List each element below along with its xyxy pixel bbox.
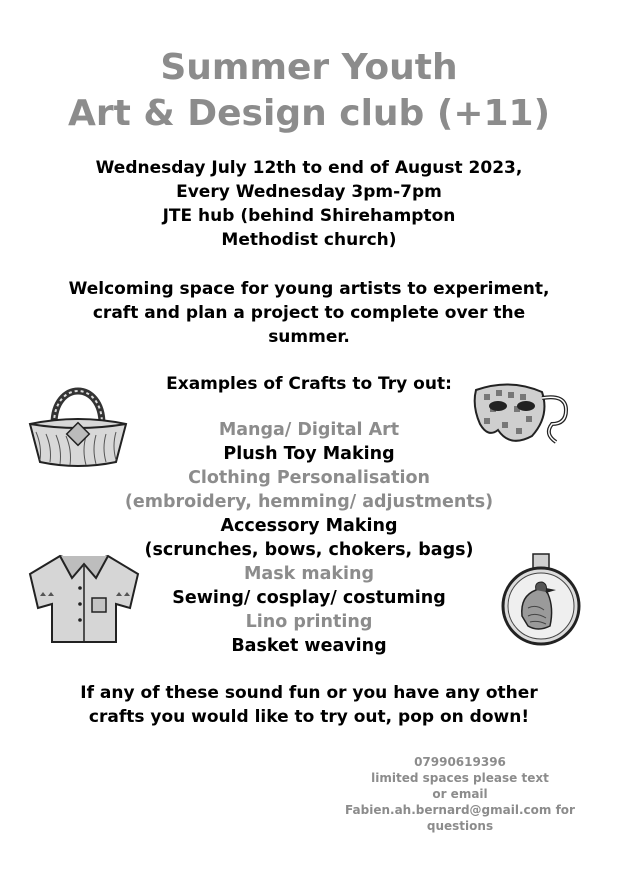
basket-icon (24, 374, 132, 472)
examples-heading: Examples of Crafts to Try out: (166, 374, 452, 394)
craft-item: Accessory Making (220, 516, 398, 536)
craft-item: Basket weaving (231, 636, 387, 656)
venue-line-2: Methodist church) (221, 230, 397, 250)
contact-line: limited spaces please text (371, 771, 549, 785)
dates-line: Wednesday July 12th to end of August 2023, (95, 158, 523, 178)
contact-line: or email (432, 787, 488, 801)
craft-item: Plush Toy Making (223, 444, 395, 464)
craft-item: Sewing/ cosplay/ costuming (172, 588, 446, 608)
contact-line: questions (426, 819, 494, 833)
embroidery-hoop-icon (496, 552, 586, 648)
craft-item: Mask making (243, 564, 375, 584)
craft-item: Clothing Personalisation (188, 468, 430, 488)
craft-item: Manga/ Digital Art (218, 420, 400, 440)
intro-line-3: summer. (268, 327, 350, 347)
craft-item: (embroidery, hemming/ adjustments) (124, 492, 494, 512)
venue-line: JTE hub (behind Shirehampton (162, 206, 456, 226)
craft-item: (scrunches, bows, chokers, bags) (144, 540, 474, 560)
closing-line-2: crafts you would like to try out, pop on down! (88, 707, 530, 727)
contact-phone: 07990619396 (414, 755, 506, 769)
intro-line-1: Welcoming space for young artists to experiment, (68, 279, 550, 299)
contact-block (340, 754, 580, 834)
contact-email: Fabien.ah.bernard@gmail.com for (345, 803, 575, 817)
mask-icon (470, 376, 580, 458)
shirt-icon (20, 548, 148, 648)
intro-line-2: craft and plan a project to complete over the (92, 303, 526, 323)
title-line-2: Art & Design club (+11) (67, 93, 551, 134)
closing-line-1: If any of these sound fun or you have any other (80, 683, 538, 703)
craft-item: Lino printing (245, 612, 373, 632)
time-line: Every Wednesday 3pm-7pm (176, 182, 442, 202)
title-line-1: Summer Youth (160, 47, 458, 88)
